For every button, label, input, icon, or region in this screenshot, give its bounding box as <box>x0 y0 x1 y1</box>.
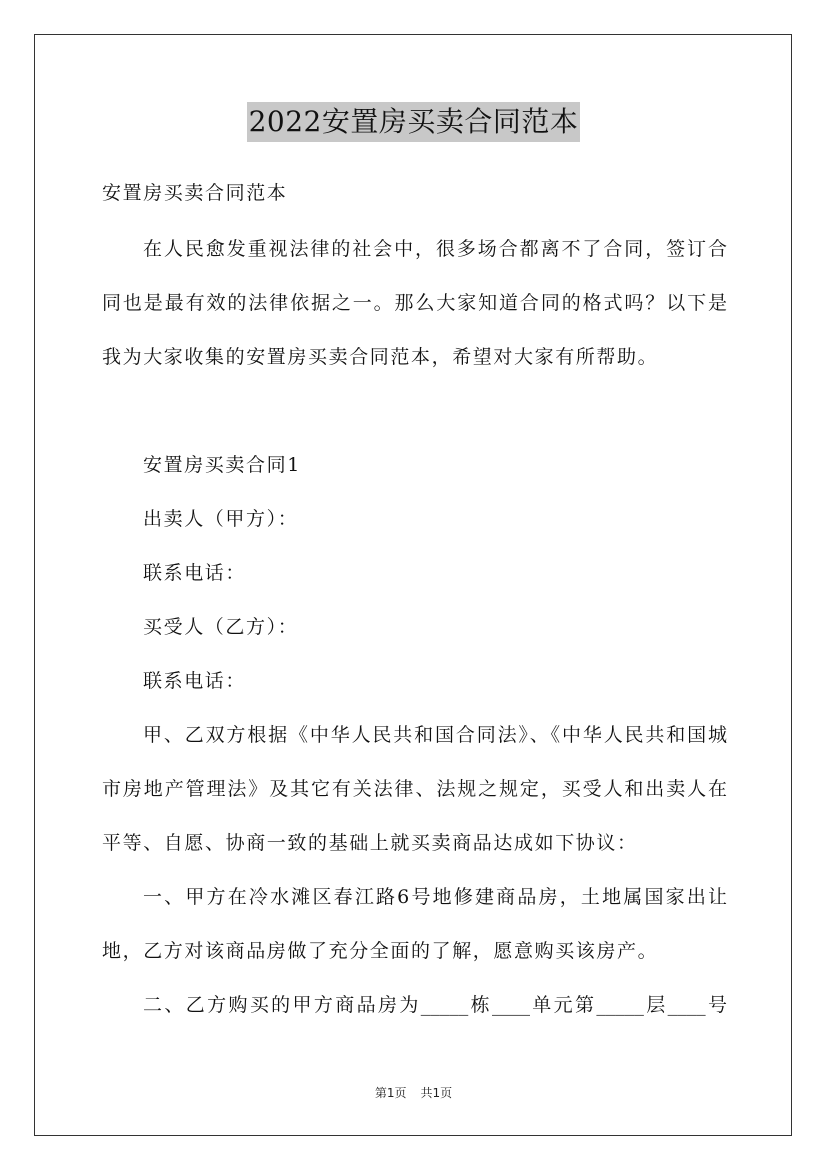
preamble-line-3: 平等、自愿、协商一致的基础上就买卖商品达成如下协议： <box>102 832 638 854</box>
seller-label: 出卖人（甲方）： <box>143 508 299 530</box>
section-heading: 安置房买卖合同1 <box>143 454 301 476</box>
seller-phone-label: 联系电话： <box>143 562 247 584</box>
page-footer <box>0 1084 827 1101</box>
buyer-label: 买受人（乙方）： <box>143 616 299 638</box>
preamble-line-1: 甲、乙双方根据《中华人民共和国合同法》、《中华人民共和国城 <box>143 724 727 746</box>
buyer-phone-label: 联系电话： <box>143 670 247 692</box>
clause1-line-2: 地，乙方对该商品房做了充分全面的了解，愿意购买该房产。 <box>102 940 659 962</box>
page-number: 第1页 <box>374 1086 407 1100</box>
document-title: 2022安置房买卖合同范本 <box>247 102 581 142</box>
clause1-line-1: 一、甲方在冷水滩区春江路6号地修建商品房，土地属国家出让 <box>143 886 727 908</box>
clause2-line-1: 二、乙方购买的甲方商品房为_____栋____单元第_____层____号 <box>143 994 727 1016</box>
intro-line-2: 同也是最有效的法律依据之一。那么大家知道合同的格式吗？以下是 <box>102 292 727 314</box>
intro-line-3: 我为大家收集的安置房买卖合同范本，希望对大家有所帮助。 <box>102 346 659 368</box>
title-container <box>0 102 827 142</box>
intro-line-1: 在人民愈发重视法律的社会中，很多场合都离不了合同，签订合 <box>143 238 727 260</box>
document-subtitle: 安置房买卖合同范本 <box>102 182 288 204</box>
page-total: 共1页 <box>420 1086 453 1100</box>
preamble-line-2: 市房地产管理法》及其它有关法律、法规之规定，买受人和出卖人在 <box>102 778 727 800</box>
